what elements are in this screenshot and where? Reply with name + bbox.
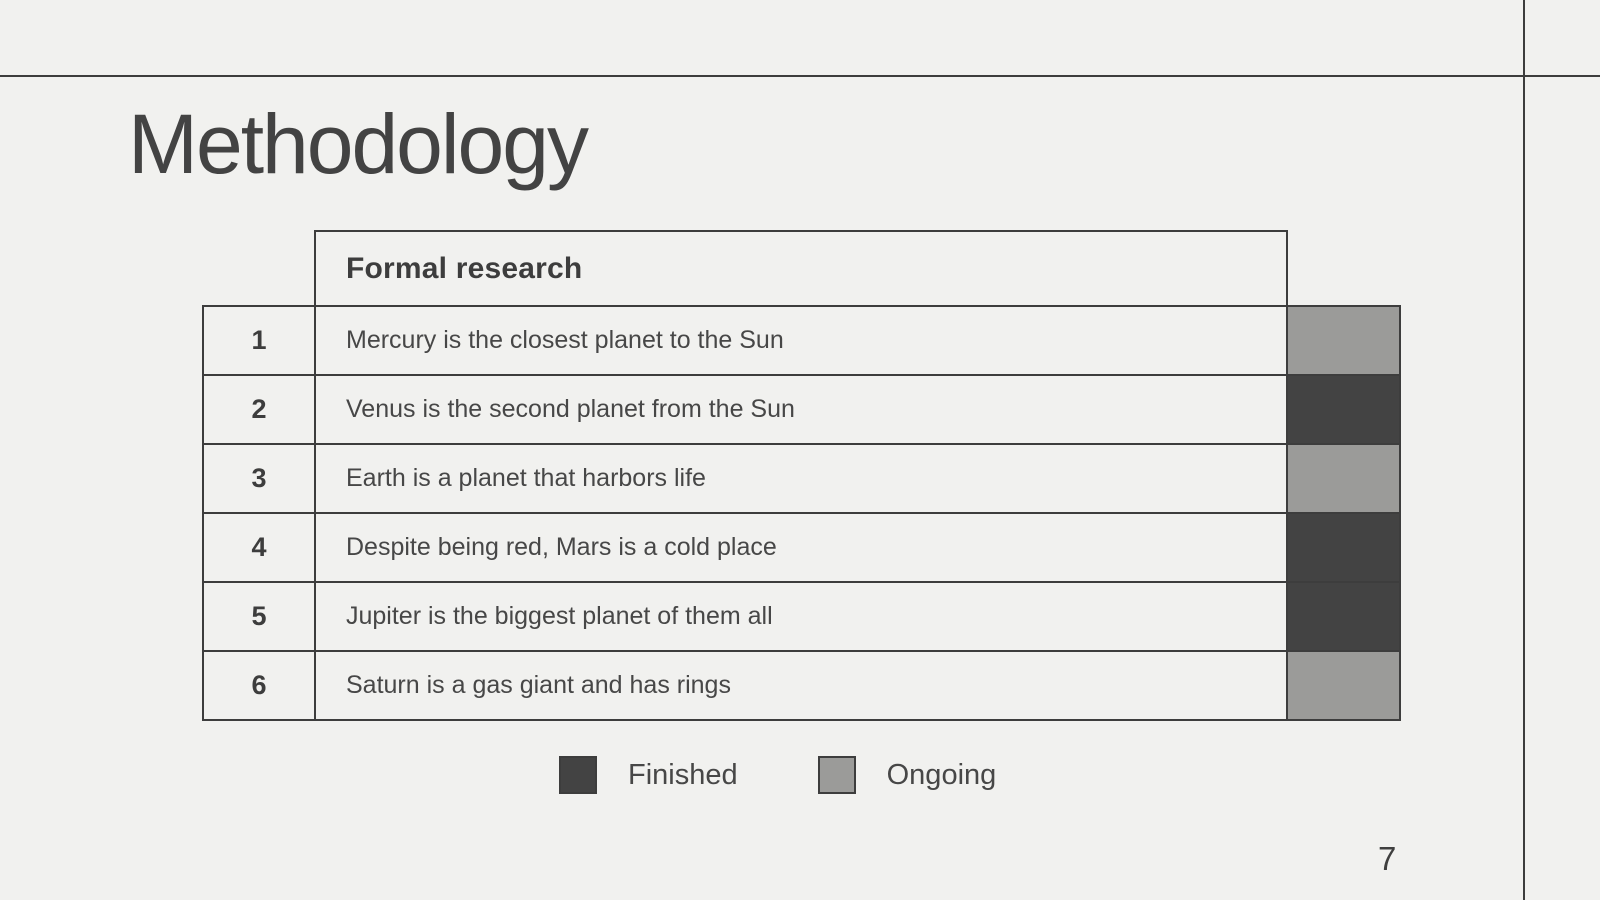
row-number-cell (203, 651, 315, 720)
row-text: Despite being red, Mars is a cold place (346, 533, 777, 561)
header-blank-left (203, 231, 315, 306)
legend-label-ongoing: Ongoing (886, 758, 997, 791)
table-row (203, 444, 1400, 513)
row-number: 3 (251, 463, 267, 493)
table-header-cell (315, 231, 1287, 306)
page-number: 7 (1378, 840, 1397, 877)
row-text-cell (315, 444, 1287, 513)
legend (559, 756, 996, 794)
top-horizontal-rule (0, 75, 1600, 77)
row-status-finished (1287, 375, 1400, 444)
table-row (203, 306, 1400, 375)
legend-swatch-ongoing (818, 756, 856, 794)
row-status-finished (1287, 513, 1400, 582)
row-number: 4 (251, 532, 267, 562)
row-number: 5 (251, 601, 267, 631)
row-status-ongoing (1287, 651, 1400, 720)
research-table (202, 230, 1401, 721)
research-table-body (203, 306, 1400, 720)
right-vertical-rule (1523, 0, 1525, 900)
row-number: 1 (251, 325, 267, 355)
legend-label-finished: Finished (628, 758, 738, 791)
row-text: Jupiter is the biggest planet of them all (346, 602, 773, 630)
row-number-cell (203, 582, 315, 651)
table-row (203, 375, 1400, 444)
row-text-cell (315, 375, 1287, 444)
row-text: Saturn is a gas giant and has rings (346, 671, 731, 699)
table-row (203, 582, 1400, 651)
legend-item-ongoing (818, 756, 997, 794)
row-number-cell (203, 306, 315, 375)
slide-title: Methodology (128, 97, 587, 191)
row-text: Mercury is the closest planet to the Sun (346, 326, 784, 354)
row-number: 2 (251, 394, 267, 424)
header-blank-right (1287, 231, 1400, 306)
row-number-cell (203, 444, 315, 513)
row-number-cell (203, 375, 315, 444)
row-text-cell (315, 651, 1287, 720)
row-text: Venus is the second planet from the Sun (346, 395, 795, 423)
row-text-cell (315, 306, 1287, 375)
row-text-cell (315, 513, 1287, 582)
row-status-ongoing (1287, 306, 1400, 375)
row-number-cell (203, 513, 315, 582)
legend-item-finished (559, 756, 738, 794)
table-header-label: Formal research (346, 251, 583, 285)
row-text: Earth is a planet that harbors life (346, 464, 706, 492)
row-status-finished (1287, 582, 1400, 651)
table-header-row (203, 231, 1400, 306)
row-text-cell (315, 582, 1287, 651)
legend-swatch-finished (559, 756, 597, 794)
table-row (203, 651, 1400, 720)
table-row (203, 513, 1400, 582)
row-number: 6 (251, 670, 267, 700)
row-status-ongoing (1287, 444, 1400, 513)
